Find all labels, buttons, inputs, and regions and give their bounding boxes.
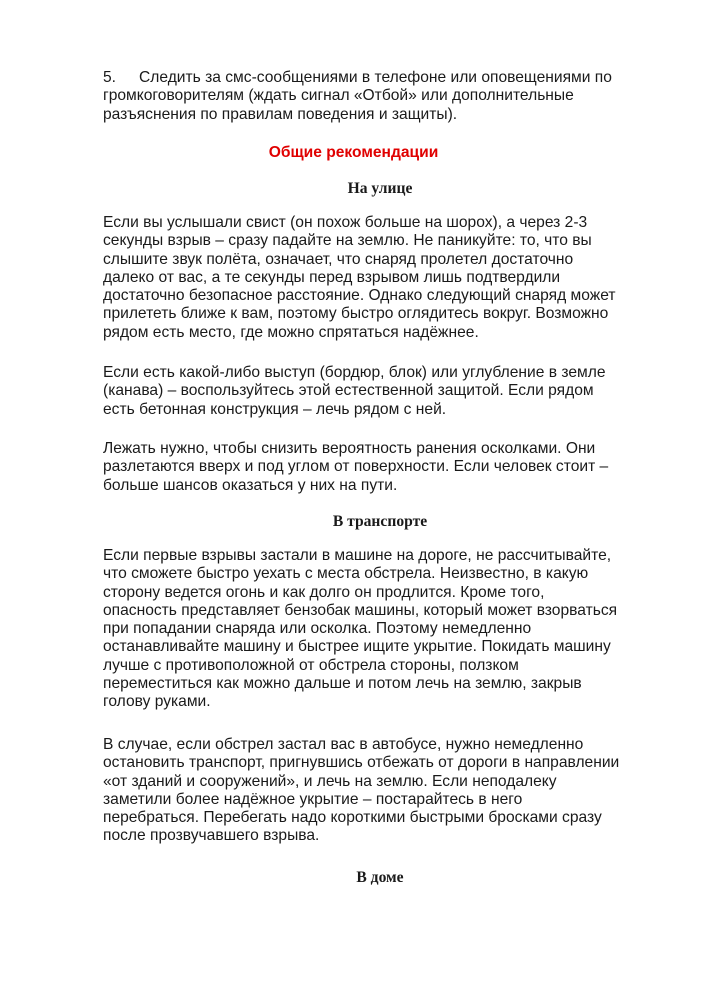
general-recommendations-heading: Общие рекомендации xyxy=(268,144,439,161)
paragraph-line: больше шансов оказаться у них на пути. xyxy=(103,476,398,494)
paragraph-line: лучше с противоположной от обстрела стороны, ползком xyxy=(103,656,519,674)
paragraph-line: Лежать нужно, чтобы снизить вероятность ранения осколками. Они xyxy=(103,440,596,457)
list-item-5 xyxy=(103,69,659,124)
paragraph-line: прилететь ближе к вам, поэтому быстро оглядитесь вокруг. Возможно xyxy=(103,305,609,323)
paragraph-line: Если вы услышали свист (он похож больше на шорох), а через 2-3 xyxy=(103,214,588,231)
paragraph-line: при попадании снаряда или осколка. Поэтому немедленно xyxy=(103,620,532,638)
paragraph-line: В случае, если обстрел застал вас в автобусе, нужно немедленно xyxy=(103,736,584,753)
street-heading: На улице xyxy=(347,180,413,197)
list-item-text: Следить за смс-сообщениями в телефоне или оповещениями по xyxy=(139,69,612,86)
paragraph-line: останавливайте машину и быстрее ищите укрытие. Покидать машину xyxy=(103,638,611,656)
paragraph-line: что сможете быстро уехать с места обстрела. Неизвестно, в какую xyxy=(103,565,589,583)
paragraph-line: слышите звук полёта, означает, что снаряд пролетел достаточно xyxy=(103,250,574,268)
list-item-line: разъяснения по правилам поведения и защиты). xyxy=(103,105,458,123)
paragraph-line: (канава) – воспользуйтесь этой естественной защитой. Если рядом xyxy=(103,382,594,400)
paragraph-line: переместиться как можно дальше и потом лечь на землю, закрыв xyxy=(103,675,582,693)
street-paragraph-3 xyxy=(103,440,659,495)
transport-paragraph-1 xyxy=(103,547,659,712)
paragraph-line: Если первые взрывы застали в машине на дороге, не рассчитывайте, xyxy=(103,547,612,564)
paragraph-line: после прозвучавшего взрыва. xyxy=(103,827,320,845)
paragraph-line: достаточно безопасное расстояние. Однако следующий снаряд может xyxy=(103,287,616,305)
list-item-number: 5. xyxy=(103,69,117,86)
paragraph-line: перебраться. Перебегать надо короткими быстрыми бросками сразу xyxy=(103,809,602,827)
home-heading: В доме xyxy=(356,869,404,886)
list-item-line xyxy=(103,69,659,87)
paragraph-line: опасность представляет бензобак машины, который может взорваться xyxy=(103,601,618,619)
list-item-line: громкоговорителям (ждать сигнал «Отбой» или дополнительные xyxy=(103,87,574,105)
paragraph-line: сторону ведется огонь и как долго он продлится. Кроме того, xyxy=(103,583,545,601)
paragraph-line: разлетаются вверх и под углом от поверхности. Если человек стоит – xyxy=(103,458,609,476)
paragraph-line: остановить транспорт, пригнувшись отбежать от дороги в направлении xyxy=(103,754,620,772)
transport-paragraph-2 xyxy=(103,736,659,846)
paragraph-line: заметили более надёжное укрытие – постарайтесь в него xyxy=(103,790,523,808)
paragraph-line: голову руками. xyxy=(103,693,211,711)
street-paragraph-2 xyxy=(103,364,659,419)
paragraph-line: есть бетонная конструкция – лечь рядом с ней. xyxy=(103,400,447,418)
paragraph-line: Если есть какой-либо выступ (бордюр, блок) или углубление в земле xyxy=(103,364,606,381)
paragraph-line: далеко от вас, а те секунды перед взрывом лишь подтвердили xyxy=(103,268,561,286)
paragraph-line: секунды взрыв – сразу падайте на землю. Не паникуйте: то, что вы xyxy=(103,232,592,250)
street-paragraph-1 xyxy=(103,214,659,342)
transport-heading: В транспорте xyxy=(332,513,428,530)
paragraph-line: рядом есть место, где можно спрятаться надёжнее. xyxy=(103,323,479,341)
paragraph-line: «от зданий и сооружений», и лечь на землю. Если неподалеку xyxy=(103,772,557,790)
